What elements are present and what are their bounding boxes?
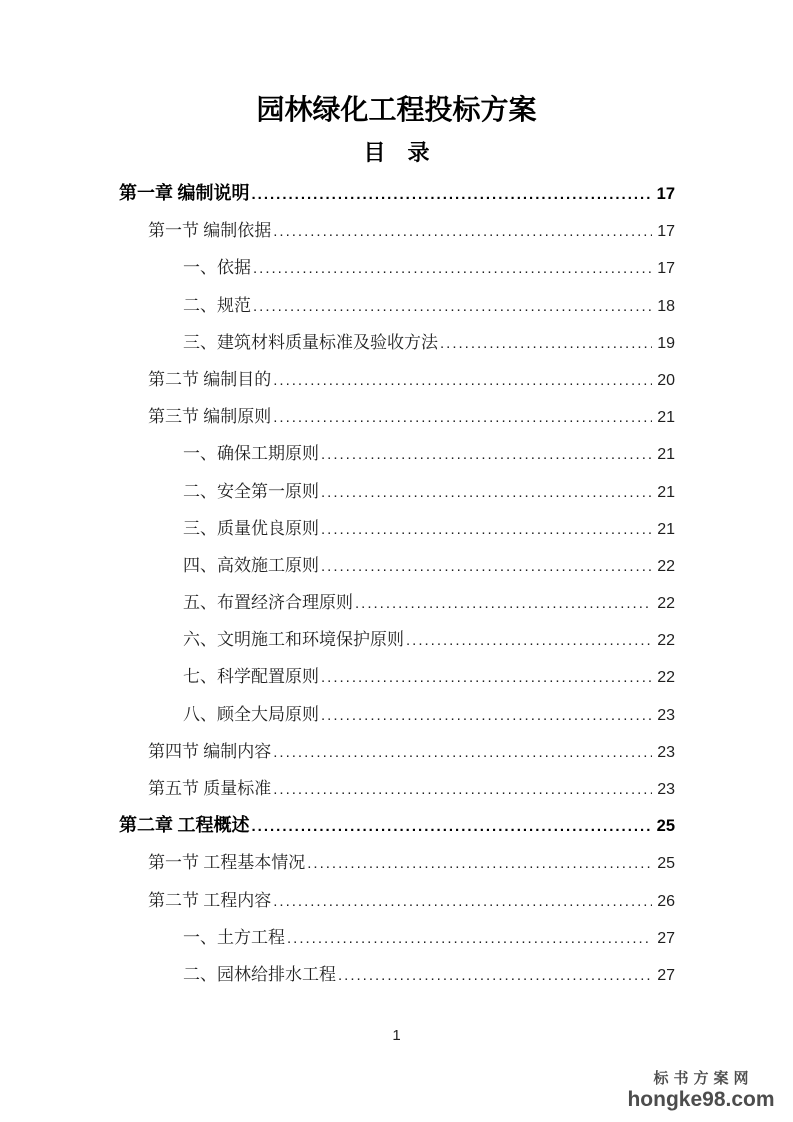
toc-entry-page: 23 — [657, 706, 675, 724]
toc-heading: 目 录 — [363, 140, 430, 165]
toc-entry-label: 六、文明施工和环境保护原则 — [183, 630, 404, 650]
toc-entry[interactable] — [119, 844, 675, 881]
toc-entry[interactable] — [119, 398, 675, 435]
toc-entry[interactable] — [119, 510, 675, 547]
toc-dot-leader — [287, 919, 652, 957]
toc-entry[interactable] — [119, 919, 675, 956]
watermark-logo — [621, 1070, 781, 1112]
toc-dot-leader — [252, 807, 652, 845]
page-number: 1 — [392, 1027, 401, 1044]
toc-entry-label: 第二节 工程内容 — [148, 890, 272, 910]
toc-entry-page: 19 — [657, 334, 675, 352]
toc-entry[interactable] — [119, 249, 675, 286]
toc-dot-leader — [253, 249, 652, 287]
toc-dot-leader — [321, 510, 652, 548]
toc-entry-page: 20 — [657, 371, 675, 389]
toc-entry[interactable] — [119, 770, 675, 807]
toc-entry[interactable] — [119, 435, 675, 472]
toc-entry[interactable] — [119, 733, 675, 770]
toc-entry-page: 17 — [657, 223, 675, 241]
toc-dot-leader — [321, 473, 652, 511]
toc-entry-label: 第二节 编制目的 — [148, 369, 272, 389]
toc-entry-page: 22 — [657, 595, 675, 613]
toc-entry-page: 26 — [657, 892, 675, 910]
toc-entry-page: 21 — [657, 520, 675, 538]
toc-entry[interactable] — [119, 287, 675, 324]
toc-dot-leader — [321, 658, 652, 696]
toc-dot-leader — [321, 547, 652, 585]
toc-entry-label: 三、建筑材料质量标准及验收方法 — [183, 332, 438, 352]
toc-dot-leader — [273, 882, 652, 920]
toc-dot-leader — [338, 956, 652, 994]
toc-entry-label: 第二章 工程概述 — [119, 815, 250, 836]
toc-entry-page: 17 — [657, 260, 675, 278]
toc-entry[interactable] — [119, 175, 675, 212]
toc-entry[interactable] — [119, 807, 675, 844]
toc-entry-label: 五、布置经济合理原则 — [183, 593, 353, 613]
toc-entry[interactable] — [119, 696, 675, 733]
toc-entry-label: 第五节 质量标准 — [148, 779, 272, 798]
toc-entry-page: 27 — [657, 929, 675, 947]
toc-entry[interactable] — [119, 361, 675, 398]
toc-dot-leader — [307, 844, 652, 882]
toc-entry-label: 第一节 工程基本情况 — [148, 853, 306, 873]
toc-entry-label: 七、科学配置原则 — [183, 667, 319, 687]
toc-entry-label: 二、规范 — [183, 295, 251, 315]
toc-entry-page: 21 — [657, 446, 675, 464]
toc-entry-page: 22 — [657, 557, 675, 575]
toc-dot-leader — [273, 733, 652, 771]
toc-entry-label: 第三节 编制原则 — [148, 407, 272, 427]
watermark-site-name: 标书方案网 — [653, 1069, 754, 1087]
toc-entry-label: 二、园林给排水工程 — [183, 964, 336, 984]
toc-entry[interactable] — [119, 212, 675, 249]
toc-entry-page: 25 — [656, 817, 675, 836]
toc-entry-page: 22 — [657, 669, 675, 687]
toc-entry-page: 27 — [657, 966, 675, 984]
toc-dot-leader — [406, 621, 652, 659]
toc-entry-page: 21 — [657, 409, 675, 427]
toc-dot-leader — [273, 212, 652, 250]
toc-entry-label: 八、顾全大局原则 — [183, 704, 319, 724]
toc-dot-leader — [273, 770, 652, 808]
document-title: 园林绿化工程投标方案 — [256, 95, 537, 126]
toc-entry-label: 一、土方工程 — [183, 927, 285, 947]
toc-entry-label: 第一节 编制依据 — [148, 221, 272, 241]
toc-entry-label: 第四节 编制内容 — [148, 741, 272, 761]
toc-entry[interactable] — [119, 956, 675, 993]
watermark-site-url: hongke98.com — [627, 1087, 775, 1111]
toc-dot-leader — [321, 435, 652, 473]
toc-entry-label: 二、安全第一原则 — [183, 481, 319, 501]
toc-entry-page: 22 — [657, 632, 675, 650]
toc-entry[interactable] — [119, 621, 675, 658]
toc-dot-leader — [273, 398, 652, 436]
toc-entry[interactable] — [119, 658, 675, 695]
toc-entry-label: 一、确保工期原则 — [183, 444, 319, 464]
toc-entry[interactable] — [119, 547, 675, 584]
toc-dot-leader — [355, 584, 652, 622]
toc-entry-page: 25 — [657, 855, 675, 873]
toc-entry-label: 第一章 编制说明 — [119, 183, 250, 203]
toc-entry-label: 一、依据 — [183, 258, 251, 278]
toc-entry-page: 18 — [657, 297, 675, 315]
toc-dot-leader — [273, 361, 652, 399]
toc-dot-leader — [252, 175, 652, 213]
toc — [119, 175, 675, 993]
toc-entry-page: 23 — [657, 743, 675, 761]
toc-entry-page: 21 — [657, 483, 675, 501]
toc-dot-leader — [253, 287, 652, 325]
toc-entry[interactable] — [119, 324, 675, 361]
toc-entry[interactable] — [119, 882, 675, 919]
toc-entry[interactable] — [119, 584, 675, 621]
toc-entry-label: 四、高效施工原则 — [183, 555, 319, 575]
toc-dot-leader — [321, 696, 652, 734]
toc-entry-page: 23 — [657, 781, 675, 798]
toc-entry[interactable] — [119, 473, 675, 510]
toc-entry-page: 17 — [656, 185, 675, 203]
toc-entry-label: 三、质量优良原则 — [183, 518, 319, 538]
toc-dot-leader — [440, 324, 652, 362]
